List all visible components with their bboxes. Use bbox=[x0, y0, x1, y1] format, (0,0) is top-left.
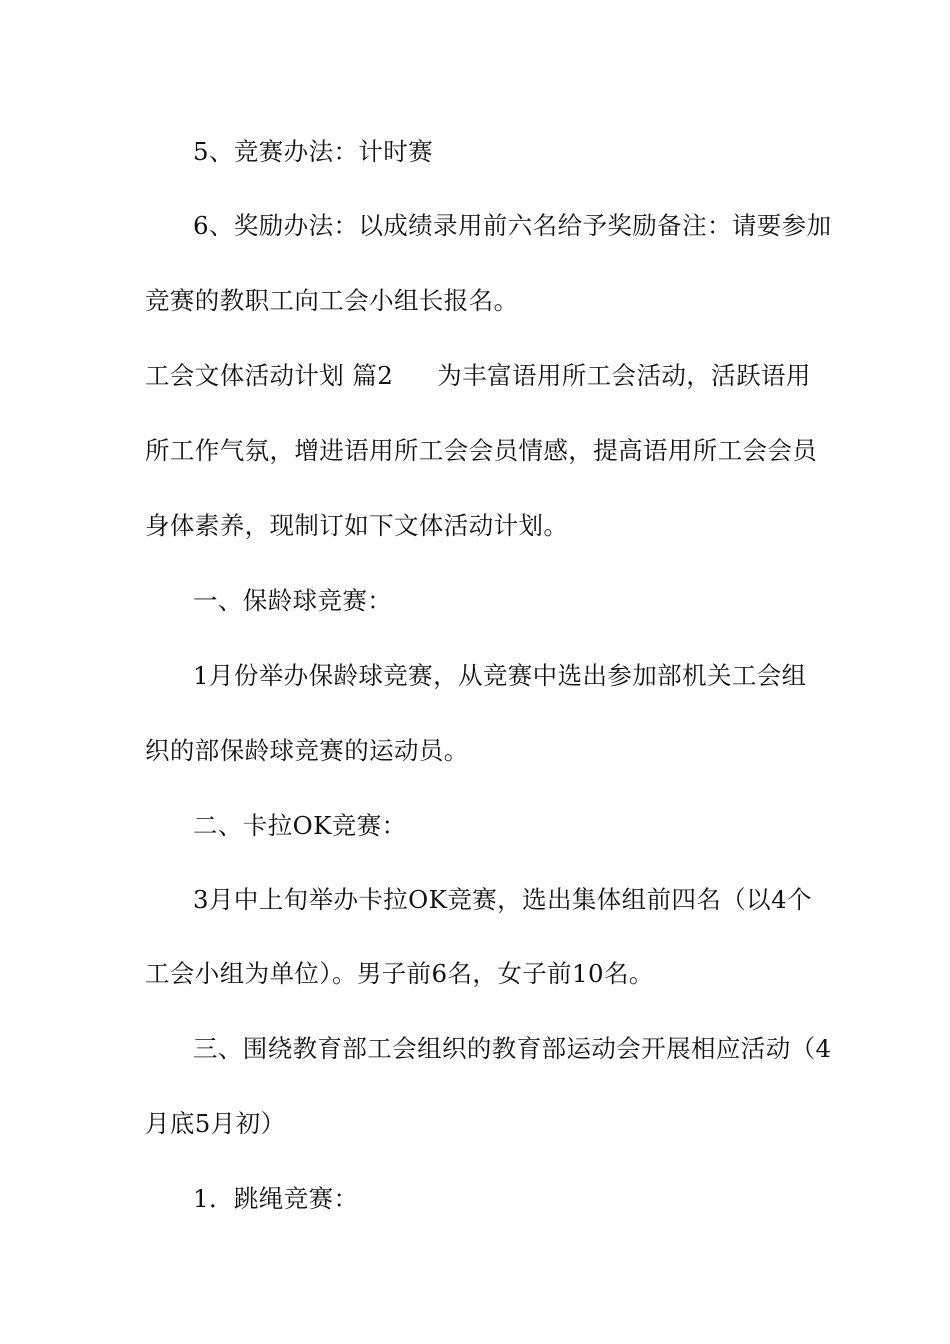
paragraph-line: 5、竞赛办法：计时赛 bbox=[193, 137, 434, 166]
paragraph-line: 1月份举办保龄球竞赛，从竞赛中选出参加部机关工会组 bbox=[193, 661, 807, 690]
section-heading: 工会文体活动计划 篇2 bbox=[145, 361, 394, 390]
paragraph-line: 竞赛的教职工向工会小组长报名。 bbox=[145, 286, 519, 315]
subheading-line: 一、保龄球竞赛： bbox=[193, 586, 393, 615]
subheading-line: 1．跳绳竞赛： bbox=[193, 1184, 359, 1213]
paragraph-line: 月底5月初） bbox=[145, 1109, 286, 1138]
paragraph-line: 工会小组为单位）。男子前6名，女子前10名。 bbox=[145, 959, 654, 988]
paragraph-line: 3月中上旬举办卡拉OK竞赛，选出集体组前四名（以4个 bbox=[193, 885, 812, 914]
paragraph-line: 6、奖励办法：以成绩录用前六名给予奖励备注：请要参加 bbox=[193, 211, 832, 240]
paragraph-line: 所工作气氛，增进语用所工会会员情感，提高语用所工会会员 bbox=[145, 436, 818, 465]
paragraph-line: 织的部保龄球竞赛的运动员。 bbox=[145, 736, 469, 765]
paragraph-text: 为丰富语用所工会活动，活跃语用 bbox=[437, 361, 811, 390]
subheading-line: 二、卡拉OK竞赛： bbox=[193, 811, 407, 840]
paragraph-line: 身体素养，现制订如下文体活动计划。 bbox=[145, 511, 569, 540]
subheading-line: 三、围绕教育部工会组织的教育部运动会开展相应活动（4 bbox=[193, 1034, 832, 1063]
section-heading-line bbox=[145, 360, 810, 392]
